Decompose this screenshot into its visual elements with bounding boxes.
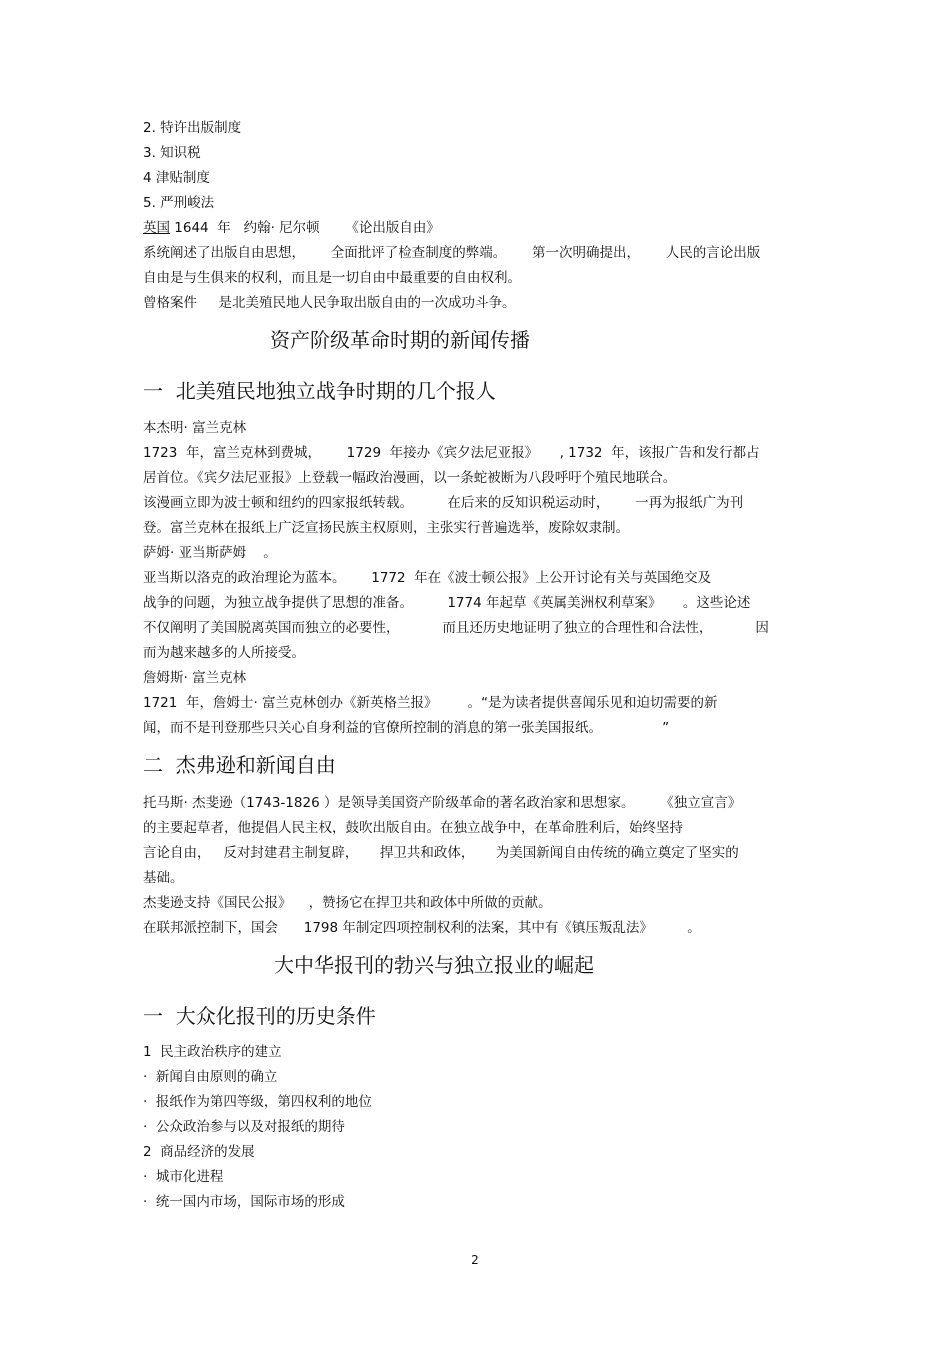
subsection-title: 一 大众化报刊的历史条件	[143, 1004, 376, 1028]
list-item: · 统一国内市场，国际市场的形成	[143, 1194, 345, 1210]
paragraph-line: 该漫画立即为波士顿和纽约的四家报纸转载。 在后来的反知识税运动时， 一再为报纸广为刊	[143, 495, 744, 511]
paragraph-line: 曾格案件 是北美殖民地人民争取出版自由的一次成功斗争。	[143, 295, 516, 311]
list-item: · 报纸作为第四等级，第四权利的地位	[143, 1094, 372, 1110]
paragraph-line: 居首位。《宾夕法尼亚报》上登载一幅政治漫画，以一条蛇被断为八段呼吁个殖民地联合。	[143, 470, 677, 486]
list-item: 4 津贴制度	[143, 170, 210, 186]
list-item: 2. 特许出版制度	[143, 120, 242, 136]
list-item: · 公众政治参与以及对报纸的期待	[143, 1119, 345, 1135]
list-item: 3. 知识税	[143, 145, 201, 161]
paragraph-line: 詹姆斯· 富兰克林	[143, 670, 247, 686]
paragraph-line: 不仅阐明了美国脱离英国而独立的必要性， 而且还历史地证明了独立的合理性和合法性， 因	[143, 620, 769, 636]
paragraph-line: 1721 年，詹姆士· 富兰克林创办《新英格兰报》 。“是为读者提供喜闻乐见和迫切需要的新	[143, 695, 718, 711]
list-item: · 新闻自由原则的确立	[143, 1069, 278, 1085]
paragraph-line: 的主要起草者，他提倡人民主权，鼓吹出版自由。在独立战争中，在革命胜利后，始终坚持	[143, 820, 683, 836]
paragraph-line: 杰斐逊支持《国民公报》 ，赞扬它在捍卫共和政体中所做的贡献。	[143, 895, 552, 911]
paragraph-line: 本杰明· 富兰克林	[143, 420, 247, 436]
section-title: 资产阶级革命时期的新闻传播	[270, 328, 530, 352]
milton-details: 1644 年 约翰· 尼尔顿 《论出版自由》	[170, 220, 440, 236]
paragraph-line: 战争的问题，为独立战争提供了思想的准备。 1774 年起草《英属美洲权利草案》 。这些论述	[143, 595, 751, 611]
list-item: 2 商品经济的发展	[143, 1144, 255, 1160]
milton-line	[143, 219, 440, 237]
paragraph-line: 而为越来越多的人所接受。	[143, 645, 305, 661]
subsection-title: 二 杰弗逊和新闻自由	[143, 753, 336, 777]
paragraph-line: 托马斯· 杰斐逊（1743-1826 ）是领导美国资产阶级革命的著名政治家和思想家。 《独立宣言》	[143, 795, 742, 811]
paragraph-line: 自由是与生俱来的权利，而且是一切自由中最重要的自由权利。	[143, 270, 521, 286]
section-title: 大中华报刊的勃兴与独立报业的崛起	[274, 953, 594, 977]
paragraph-line: 言论自由， 反对封建君主制复辟， 捍卫共和政体， 为美国新闻自由传统的确立奠定了坚实的	[143, 845, 739, 861]
paragraph-line: 亚当斯以洛克的政治理论为蓝本。 1772 年在《波士顿公报》上公开讨论有关与英国绝交及	[143, 570, 712, 586]
paragraph-line: 基础。	[143, 870, 184, 886]
list-item: · 城市化进程	[143, 1169, 224, 1185]
subsection-title: 一 北美殖民地独立战争时期的几个报人	[143, 379, 496, 403]
paragraph-line: 1723 年，富兰克林到费城， 1729 年接办《宾夕法尼亚报》 , 1732 年，该报广告和发行都占	[143, 445, 760, 461]
page-number: 2	[471, 1253, 479, 1267]
paragraph-line: 闻，而不是刊登那些只关心自身利益的官僚所控制的消息的第一张美国报纸。 ”	[143, 720, 670, 736]
paragraph-line: 萨姆· 亚当斯萨姆 。	[143, 545, 277, 561]
paragraph-line: 系统阐述了出版自由思想， 全面批评了检查制度的弊端。 第一次明确提出， 人民的言论出版	[143, 245, 761, 261]
paragraph-line: 登。富兰克林在报纸上广泛宣扬民族主权原则，主张实行普遍选举，废除奴隶制。	[143, 520, 629, 536]
paragraph-line: 在联邦派控制下，国会 1798 年制定四项控制权利的法案，其中有《镇压叛乱法》 。	[143, 920, 701, 936]
country-name: 英国	[143, 220, 170, 236]
list-item: 5. 严刑峻法	[143, 195, 215, 211]
list-item: 1 民主政治秩序的建立	[143, 1044, 282, 1060]
